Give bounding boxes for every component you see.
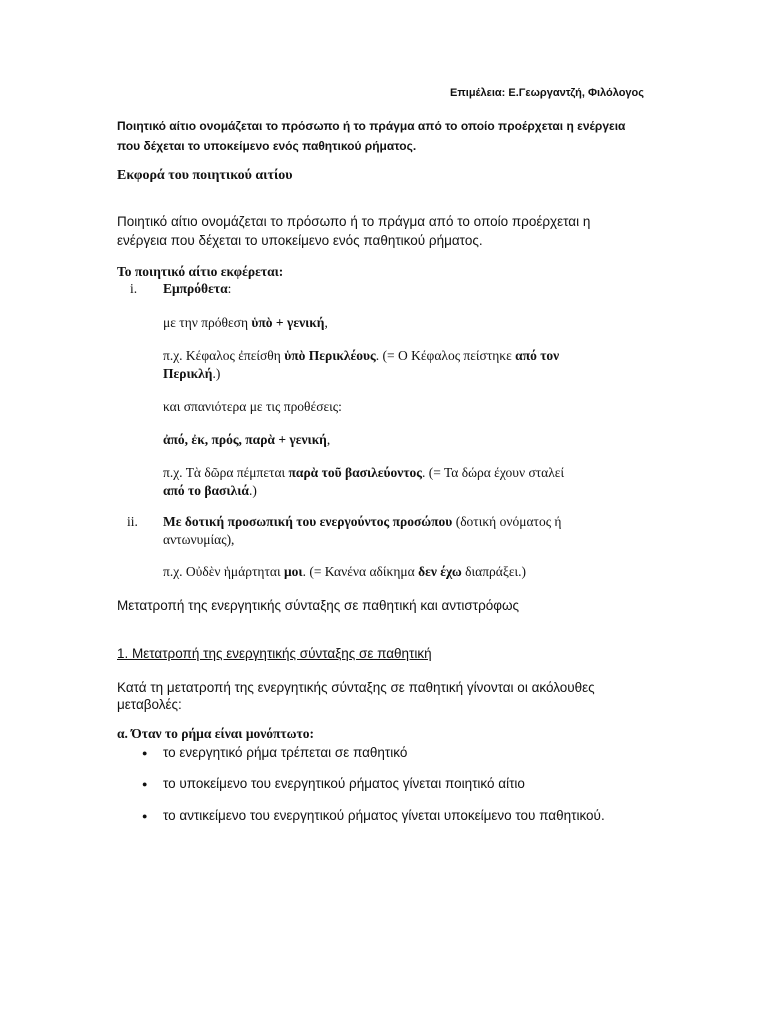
item-ii-title-line-2: αντωνυμίας), [163,532,235,547]
definition-line-2: ενέργεια που δέχεται το υποκείμενο ενός παθητικού ρήματος. [117,233,483,248]
item-i-example-2-line-1: π.χ. Τὰ δῶρα πέμπεται παρὰ τοῦ βασιλεύοντος. (= Τα δώρα έχουν σταλεί [163,465,565,480]
item-i-example-2-line-2: από το βασιλιά.) [163,483,257,498]
section-heading: Εκφορά του ποιητικού αιτίου [117,168,293,183]
bullet-item-2: το υποκείμενο του ενεργητικού ρήματος γίνεται ποιητικό αίτιο [163,776,525,791]
item-i-preposition: με την πρόθεση ὑπὸ + γενική, [163,315,328,330]
conversion-title: Μετατροπή της ενεργητικής σύνταξης σε παθητική και αντιστρόφως [117,598,520,613]
intro-line-1: Ποιητικό αίτιο ονομάζεται το πρόσωπο ή το πράγμα από το οποίο προέρχεται η ενέργεια [117,119,626,133]
bullet-item-1: το ενεργητικό ρήμα τρέπεται σε παθητικό [163,745,408,760]
case-a-heading: α. Όταν το ρήμα είναι μονόπτωτο: [117,726,314,741]
item-i-rarer-text: και σπανιότερα με τις προθέσεις: [163,399,342,414]
item-i-example-1-line-1: π.χ. Κέφαλος ἐπείσθη ὑπὸ Περικλέους. (= Ο Κέφαλος πείστηκε από τον [163,348,560,363]
bullet-item-3: το αντικείμενο του ενεργητικού ρήματος γίνεται υποκείμενο του παθητικού. [163,808,605,823]
item-i-prepositions: ἀπό, ἐκ, πρός, παρὰ + γενική, [163,432,331,447]
section-1-text-line-2: μεταβολές: [117,697,182,712]
item-ii-example: π.χ. Οὐδὲν ἡμάρτηται μοι. (= Κανένα αδίκημα δεν έχω διαπράξει.) [163,564,527,579]
item-ii-title: Με δοτική προσωπική του ενεργούντος προσώπου (δοτική ονόματος ή [163,514,562,529]
roman-numeral-i: i. [130,281,138,296]
author-credit: Επιμέλεια: Ε.Γεωργαντζή, Φιλόλογος [450,87,644,99]
item-i-title: Εμπρόθετα: [163,281,232,296]
bullet-icon: ● [142,779,148,789]
definition-line-1: Ποιητικό αίτιο ονομάζεται το πρόσωπο ή το πράγμα από το οποίο προέρχεται η [117,214,591,229]
roman-numeral-ii: ii. [127,514,138,529]
bullet-icon: ● [142,748,148,758]
section-1-title: 1. Μετατροπή της ενεργητικής σύνταξης σε παθητική [117,646,432,661]
section-1-text-line-1: Κατά τη μετατροπή της ενεργητικής σύνταξης σε παθητική γίνονται οι ακόλουθες [117,680,595,695]
intro-line-2: που δέχεται το υποκείμενο ενός παθητικού ρήματος. [117,139,417,153]
bullet-icon: ● [142,811,148,821]
expressed-heading: Το ποιητικό αίτιο εκφέρεται: [117,264,284,279]
item-i-example-1-line-2: Περικλή.) [163,366,221,381]
